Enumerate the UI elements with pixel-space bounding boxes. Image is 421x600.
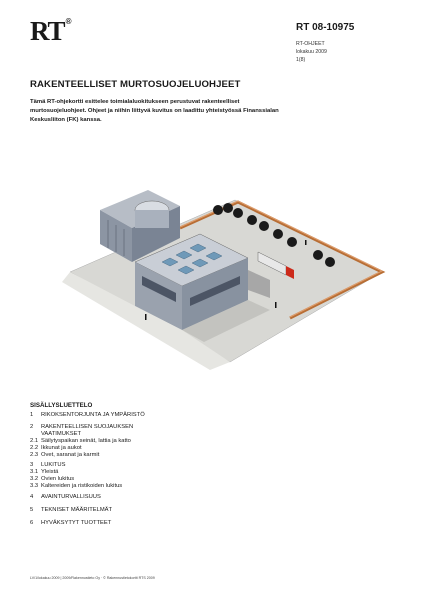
toc-item[interactable]: [30, 413, 145, 419]
rt-logo: RT®: [30, 16, 71, 46]
toc-item[interactable]: [30, 463, 65, 469]
document-number: RT 08-10975: [296, 22, 355, 33]
toc-title: SISÄLLYSLUETTELO: [30, 402, 93, 409]
toc-subitem[interactable]: [30, 453, 99, 459]
toc-number: 2.3: [30, 452, 39, 458]
footer-text: LV/1/lokakuu 2009 | 2009/Rakennustieto Oy · © Rakennustietokortit RTS 2009: [30, 576, 155, 580]
toc-subitem[interactable]: [30, 470, 58, 476]
toc-subitem[interactable]: [30, 446, 82, 452]
toc-item[interactable]: [30, 495, 101, 501]
toc-label: HYVÄKSYTYT TUOTTEET: [41, 520, 112, 526]
toc-item[interactable]: [30, 521, 111, 527]
toc-number: 3.2: [30, 476, 39, 482]
toc-number: 4: [30, 494, 34, 500]
toc-number: 3.3: [30, 483, 39, 489]
toc-label: RIKOKSENTORJUNTA JA YMPÄRISTÖ: [41, 412, 145, 418]
toc-subitem[interactable]: [30, 439, 131, 445]
meta-series: RT-OHJEET: [296, 41, 325, 47]
toc-number: 2.1: [30, 438, 39, 444]
toc-label: Ovet, saranat ja karmit: [41, 452, 100, 458]
toc-label: Ovien lukitus: [41, 476, 75, 482]
toc-label: Yleistä: [41, 469, 59, 475]
toc-label: LUKITUS: [41, 462, 66, 468]
toc-label: Kaltereiden ja ristikoiden lukitus: [41, 483, 123, 489]
toc-label: VAATIMUKSET: [41, 431, 82, 437]
toc-label: RAKENTEELLISEN SUOJAUKSEN: [41, 424, 134, 430]
toc-item[interactable]: [30, 508, 112, 514]
toc-item[interactable]: [30, 425, 133, 431]
toc-item: [30, 432, 81, 438]
toc-number: 2.2: [30, 445, 39, 451]
toc-number: 2: [30, 424, 34, 430]
toc-label: Säilytyspaikan seinät, lattia ja katto: [41, 438, 131, 444]
toc-number: 1: [30, 412, 34, 418]
toc-subitem[interactable]: [30, 477, 74, 483]
document-title: RAKENTEELLISET MURTOSUOJELUOHJEET: [30, 79, 241, 90]
toc-label: Ikkunat ja aukot: [41, 445, 82, 451]
building-illustration: [30, 180, 390, 380]
toc-number: 5: [30, 507, 34, 513]
toc-number: 6: [30, 520, 34, 526]
toc-subitem[interactable]: [30, 484, 122, 490]
meta-date: lokakuu 2009: [296, 49, 327, 55]
toc-label: AVAINTURVALLISUUS: [41, 494, 101, 500]
meta-page: 1(8): [296, 57, 306, 63]
toc-number: 3.1: [30, 469, 39, 475]
toc-label: TEKNISET MÄÄRITELMÄT: [41, 507, 113, 513]
intro-paragraph: Tämä RT-ohjekortti esittelee toimialaluokitukseen perustuvat rakenteelliset murtosuojeluohjeet. Ohjeet ja niihin liittyvä kuvitus on laadittu yhteistyössä Finanssialan Keskusliiton (FK) kanssa.: [30, 99, 279, 123]
toc-number: 3: [30, 462, 34, 468]
